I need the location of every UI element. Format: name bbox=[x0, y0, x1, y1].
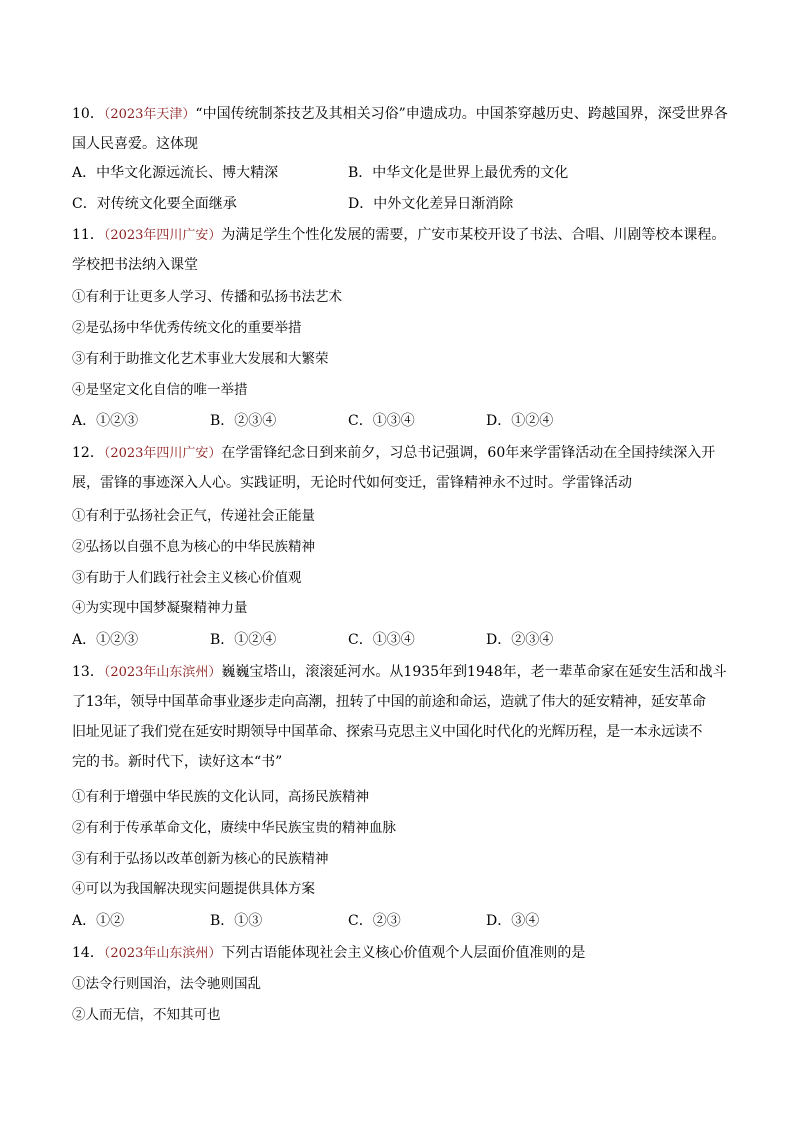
question-13-stem-line-2: 了13年，领导中国革命事业逐步走向高潮，扭转了中国的前途和命运，造就了伟大的延安精神，延安革命 bbox=[72, 694, 706, 710]
question-14-statement-1: ①法令行则国治，法令驰则国乱 bbox=[72, 976, 261, 992]
question-source: （2023年四川广安） bbox=[103, 228, 222, 243]
question-11-stem-line-2: 学校把书法纳入课堂 bbox=[72, 257, 198, 273]
question-text: 为满足学生个性化发展的需要，广安市某校开设了书法、合唱、川剧等校本课程。 bbox=[221, 227, 726, 243]
question-10-stem-line-2: 国人民喜爱。这体现 bbox=[72, 136, 198, 152]
question-number: 14． bbox=[72, 945, 104, 961]
option-a: A．中华文化源远流长、博大精深 bbox=[72, 165, 279, 181]
question-12-options bbox=[72, 628, 732, 652]
question-13-options bbox=[72, 909, 732, 933]
question-source: （2023年四川广安） bbox=[103, 446, 222, 461]
option-d: D．中外文化差异日渐消除 bbox=[348, 196, 514, 212]
option-b: B．②③④ bbox=[210, 413, 277, 429]
question-source: （2023年山东滨州） bbox=[103, 946, 222, 961]
question-11-statement-3: ③有利于助推文化艺术事业大发展和大繁荣 bbox=[72, 351, 329, 367]
question-text: 巍巍宝塔山，滚滚延河水。从1935年到1948年，老一辈革命家在延安生活和战斗 bbox=[221, 664, 727, 680]
question-source: （2023年山东滨州） bbox=[103, 665, 222, 680]
question-14-statement-2: ②人而无信，不知其可也 bbox=[72, 1007, 221, 1023]
question-14 bbox=[72, 938, 732, 968]
question-number: 10． bbox=[72, 106, 104, 122]
question-text: “中国传统制茶技艺及其相关习俗”申遗成功。中国茶穿越历史、跨越国界，深受世界各 bbox=[195, 106, 728, 122]
option-d: D．②③④ bbox=[486, 632, 554, 648]
question-12-statement-3: ③有助于人们践行社会主义核心价值观 bbox=[72, 570, 302, 586]
question-10-stem-line-1 bbox=[72, 99, 732, 129]
question-13-statement-1: ①有利于增强中华民族的文化认同，高扬民族精神 bbox=[72, 789, 369, 805]
question-13-statement-4: ④可以为我国解决现实问题提供具体方案 bbox=[72, 881, 315, 897]
question-source: （2023年天津） bbox=[103, 107, 196, 122]
question-text: 下列古语能体现社会主义核心价值观个人层面价值准则的是 bbox=[221, 945, 586, 961]
question-11-options bbox=[72, 409, 732, 433]
question-number: 12． bbox=[72, 445, 104, 461]
question-13 bbox=[72, 657, 732, 777]
option-c: C．对传统文化要全面继承 bbox=[72, 196, 237, 212]
question-13-statement-2: ②有利于传承革命文化，赓续中华民族宝贵的精神血脉 bbox=[72, 820, 396, 836]
question-12-statement-4: ④为实现中国梦凝聚精神力量 bbox=[72, 600, 248, 616]
question-13-stem-line-3: 旧址见证了我们党在延安时期领导中国革命、探索马克思主义中国化时代化的光辉历程，是一本永远读不 bbox=[72, 724, 703, 740]
question-10 bbox=[72, 99, 732, 159]
question-13-statement-3: ③有利于弘扬以改革创新为核心的民族精神 bbox=[72, 851, 329, 867]
question-10-options-row-2 bbox=[72, 192, 732, 216]
question-14-stem-line-1 bbox=[72, 938, 732, 968]
option-b: B．①③ bbox=[210, 913, 263, 929]
question-13-stem-line-4: 完的书。新时代下，读好这本“书” bbox=[72, 754, 283, 770]
option-c: C．①③④ bbox=[348, 413, 415, 429]
question-12-statement-1: ①有利于弘扬社会正气，传递社会正能量 bbox=[72, 508, 315, 524]
option-d: D．③④ bbox=[486, 913, 540, 929]
question-11-statement-4: ④是坚定文化自信的唯一举措 bbox=[72, 382, 248, 398]
option-b: B．①②④ bbox=[210, 632, 277, 648]
question-11-statement-1: ①有利于让更多人学习、传播和弘扬书法艺术 bbox=[72, 289, 342, 305]
question-number: 11． bbox=[72, 227, 104, 243]
question-10-options-row-1 bbox=[72, 161, 732, 185]
question-number: 13． bbox=[72, 664, 104, 680]
option-c: C．①③④ bbox=[348, 632, 415, 648]
question-12-stem-line-2: 展，雷锋的事迹深入人心。实践证明，无论时代如何变迁，雷锋精神永不过时。学雷锋活动 bbox=[72, 475, 632, 491]
question-text: 在学雷锋纪念日到来前夕，习总书记强调，60年来学雷锋活动在全国持续深入开 bbox=[221, 445, 716, 461]
option-c: C．②③ bbox=[348, 913, 401, 929]
option-a: A．①②③ bbox=[72, 632, 139, 648]
question-13-stem-line-1 bbox=[72, 657, 732, 687]
question-12-statement-2: ②弘扬以自强不息为核心的中华民族精神 bbox=[72, 539, 315, 555]
option-a: A．①②③ bbox=[72, 413, 139, 429]
question-11-statement-2: ②是弘扬中华优秀传统文化的重要举措 bbox=[72, 320, 302, 336]
question-12 bbox=[72, 438, 732, 498]
question-11-stem-line-1 bbox=[72, 220, 732, 250]
option-d: D．①②④ bbox=[486, 413, 554, 429]
option-b: B．中华文化是世界上最优秀的文化 bbox=[348, 165, 569, 181]
question-11 bbox=[72, 220, 732, 280]
question-12-stem-line-1 bbox=[72, 438, 732, 468]
option-a: A．①② bbox=[72, 913, 125, 929]
